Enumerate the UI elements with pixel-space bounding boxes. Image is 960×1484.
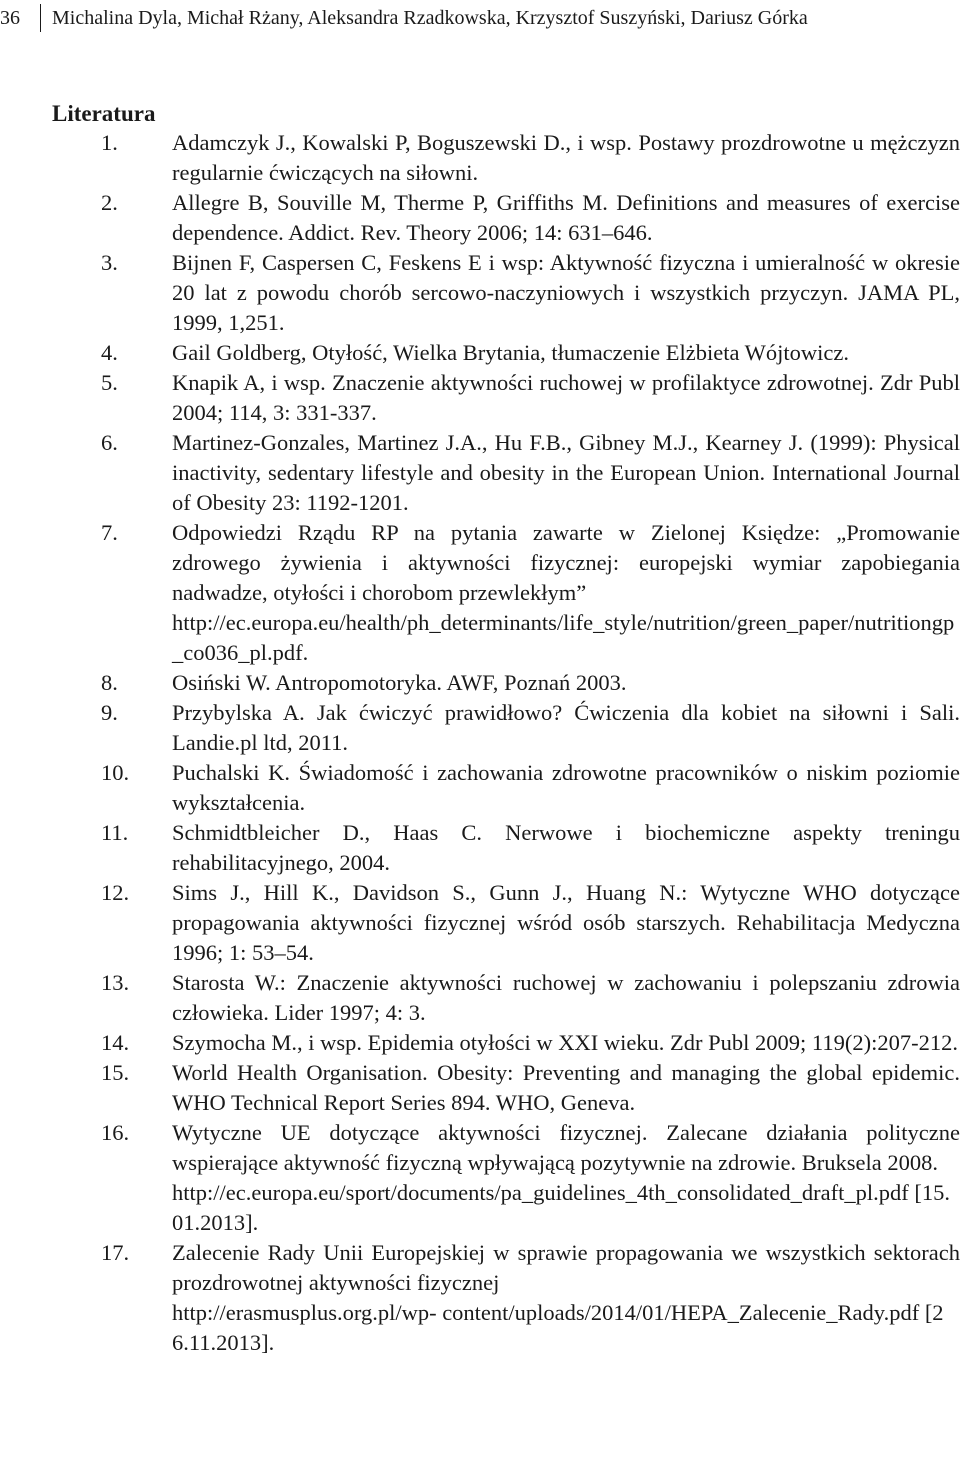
reference-item bbox=[0, 188, 960, 248]
reference-number: 11. bbox=[101, 820, 129, 845]
reference-item bbox=[0, 1238, 960, 1358]
reference-item bbox=[0, 1028, 960, 1058]
reference-body: Gail Goldberg, Otyłość, Wielka Brytania, tłumaczenie Elżbieta Wójtowicz. bbox=[172, 340, 850, 365]
reference-item bbox=[0, 668, 960, 698]
reference-item bbox=[0, 368, 960, 428]
reference-text bbox=[172, 518, 960, 668]
reference-body: Odpowiedzi Rządu RP na pytania zawarte w Zielonej Księdze: „Promowanie zdrowego żywienia i aktywności fizycznej: europejski wymiar zapobiegania nadwadze, otyłości i chorobom przewlekłym” bbox=[172, 520, 960, 605]
reference-body: Przybylska A. Jak ćwiczyć prawidłowo? Ćwiczenia dla kobiet na siłowni i Sali. Landie.pl ltd, 2011. bbox=[172, 700, 960, 755]
section-title: Literatura bbox=[52, 101, 156, 126]
running-header bbox=[0, 0, 960, 40]
reference-url[interactable]: http://erasmusplus.org.pl/wp- content/uploads/2014/01/HEPA_Zalecenie_Rady.pdf [26.11.2013]. bbox=[172, 1300, 944, 1355]
reference-body: Bijnen F, Caspersen C, Feskens E i wsp: Aktywność fizyczna i umieralność w okresie 20 lat z powodu chorób sercowo-naczyniowych i wszystkich przyczyn. JAMA PL, 1999, 1,251. bbox=[172, 250, 960, 335]
reference-item bbox=[0, 1118, 960, 1238]
reference-body: Sims J., Hill K., Davidson S., Gunn J., Huang N.: Wytyczne WHO dotyczące propagowania aktywności fizycznej wśród osób starszych. Rehabilitacja Medyczna 1996; 1: 53–54. bbox=[172, 880, 960, 965]
reference-item bbox=[0, 338, 960, 368]
reference-item bbox=[0, 428, 960, 518]
reference-number: 9. bbox=[101, 700, 118, 725]
reference-item bbox=[0, 878, 960, 968]
reference-number: 7. bbox=[101, 520, 118, 545]
reference-number: 12. bbox=[101, 880, 130, 905]
reference-number: 2. bbox=[101, 190, 118, 215]
reference-body: Schmidtbleicher D., Haas C. Nerwowe i biochemiczne aspekty treningu rehabilitacyjnego, 2004. bbox=[172, 820, 960, 875]
reference-number: 14. bbox=[101, 1030, 130, 1055]
reference-body: Martinez-Gonzales, Martinez J.A., Hu F.B., Gibney M.J., Kearney J. (1999): Physical inactivity, sedentary lifestyle and obesity in the European Union. International Journal of Obesity 23: 1192-1201. bbox=[172, 430, 960, 515]
reference-item bbox=[0, 698, 960, 758]
reference-number: 15. bbox=[101, 1060, 130, 1085]
reference-url[interactable]: http://ec.europa.eu/health/ph_determinants/life_style/nutrition/green_paper/nutritiongp_co036_pl.pdf. bbox=[172, 610, 955, 665]
reference-item bbox=[0, 758, 960, 818]
reference-text bbox=[172, 188, 960, 248]
reference-text bbox=[172, 968, 960, 1028]
reference-list bbox=[0, 128, 960, 1358]
reference-item bbox=[0, 818, 960, 878]
reference-item bbox=[0, 128, 960, 188]
reference-url[interactable]: http://ec.europa.eu/sport/documents/pa_guidelines_4th_consolidated_draft_pl.pdf [15.01.2013]. bbox=[172, 1180, 950, 1235]
reference-number: 10. bbox=[101, 760, 130, 785]
page-number: 36 bbox=[0, 7, 20, 29]
reference-text bbox=[172, 368, 960, 428]
reference-text bbox=[172, 1238, 960, 1358]
header-divider bbox=[40, 4, 41, 32]
reference-text bbox=[172, 428, 960, 518]
reference-body: Wytyczne UE dotyczące aktywności fizycznej. Zalecane działania polityczne wspierające aktywność fizyczną wpływającą pozytywnie na zdrowie. Bruksela 2008. bbox=[172, 1120, 960, 1175]
reference-text bbox=[172, 248, 960, 338]
reference-item bbox=[0, 968, 960, 1028]
reference-body: Adamczyk J., Kowalski P, Boguszewski D., i wsp. Postawy prozdrowotne u mężczyzn regularnie ćwiczących na siłowni. bbox=[172, 130, 960, 185]
reference-body: Osiński W. Antropomotoryka. AWF, Poznań 2003. bbox=[172, 670, 627, 695]
reference-number: 1. bbox=[101, 130, 118, 155]
reference-text bbox=[172, 1028, 960, 1058]
header-authors: Michalina Dyla, Michał Rżany, Aleksandra Rzadkowska, Krzysztof Suszyński, Dariusz Górka bbox=[52, 7, 808, 29]
reference-text bbox=[172, 698, 960, 758]
reference-number: 8. bbox=[101, 670, 118, 695]
reference-body: Starosta W.: Znaczenie aktywności ruchowej w zachowaniu i polepszaniu zdrowia człowieka. Lider 1997; 4: 3. bbox=[172, 970, 960, 1025]
reference-item bbox=[0, 1058, 960, 1118]
reference-number: 6. bbox=[101, 430, 118, 455]
reference-text bbox=[172, 1058, 960, 1118]
reference-text bbox=[172, 1118, 960, 1238]
reference-text bbox=[172, 128, 960, 188]
reference-number: 4. bbox=[101, 340, 118, 365]
reference-number: 3. bbox=[101, 250, 118, 275]
reference-text bbox=[172, 338, 960, 368]
reference-number: 5. bbox=[101, 370, 118, 395]
reference-body: World Health Organisation. Obesity: Preventing and managing the global epidemic. WHO Technical Report Series 894. WHO, Geneva. bbox=[172, 1060, 960, 1115]
reference-text bbox=[172, 758, 960, 818]
reference-number: 13. bbox=[101, 970, 130, 995]
reference-item bbox=[0, 248, 960, 338]
reference-body: Allegre B, Souville M, Therme P, Griffiths M. Definitions and measures of exercise dependence. Addict. Rev. Theory 2006; 14: 631–646. bbox=[172, 190, 960, 245]
reference-number: 17. bbox=[101, 1240, 130, 1265]
reference-text bbox=[172, 818, 960, 878]
reference-body: Puchalski K. Świadomość i zachowania zdrowotne pracowników o niskim poziomie wykształcenia. bbox=[172, 760, 960, 815]
reference-text bbox=[172, 878, 960, 968]
reference-body: Knapik A, i wsp. Znaczenie aktywności ruchowej w profilaktyce zdrowotnej. Zdr Publ 2004; 114, 3: 331-337. bbox=[172, 370, 960, 425]
reference-number: 16. bbox=[101, 1120, 130, 1145]
reference-body: Szymocha M., i wsp. Epidemia otyłości w XXI wieku. Zdr Publ 2009; 119(2):207-212. bbox=[172, 1030, 958, 1055]
reference-item bbox=[0, 518, 960, 668]
reference-body: Zalecenie Rady Unii Europejskiej w sprawie propagowania we wszystkich sektorach prozdrowotnej aktywności fizycznej bbox=[172, 1240, 960, 1295]
reference-text bbox=[172, 668, 960, 698]
